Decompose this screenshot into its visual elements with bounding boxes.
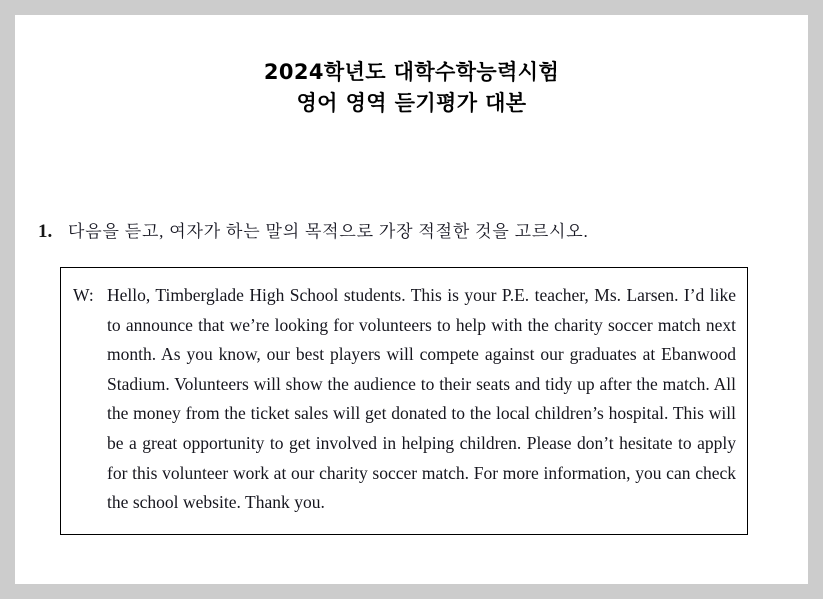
title-line-exam-year: 2024학년도 대학수학능력시험 xyxy=(263,60,560,84)
document-title xyxy=(15,57,808,119)
script-box xyxy=(60,267,748,535)
question-item xyxy=(38,220,778,244)
question-number: 1. xyxy=(38,221,53,242)
script-body-text: Hello, Timberglade High School students. This is your P.E. teacher, Ms. Larsen. I’d like to announce that we’re looking for volunteers to help with the charity soccer match next month. As you know, our best players will compete against our graduates at Ebanwood Stadium. Volunteers will show the audience to their seats and tidy up after the match. All the money from the ticket sales will get donated to the local children’s hospital. This will be a great opportunity to get involved in helping children. Please don’t hesitate to apply for this volunteer work at our charity soccer match. For more information, you can check the school website. Thank you. xyxy=(107,285,736,513)
script-content xyxy=(73,281,736,518)
question-prompt: 다음을 듣고, 여자가 하는 말의 목적으로 가장 적절한 것을 고르시오. xyxy=(68,222,589,241)
speaker-label: W: xyxy=(73,285,94,305)
title-line-subject: 영어 영역 듣기평가 대본 xyxy=(296,91,527,115)
document-page xyxy=(15,15,808,584)
